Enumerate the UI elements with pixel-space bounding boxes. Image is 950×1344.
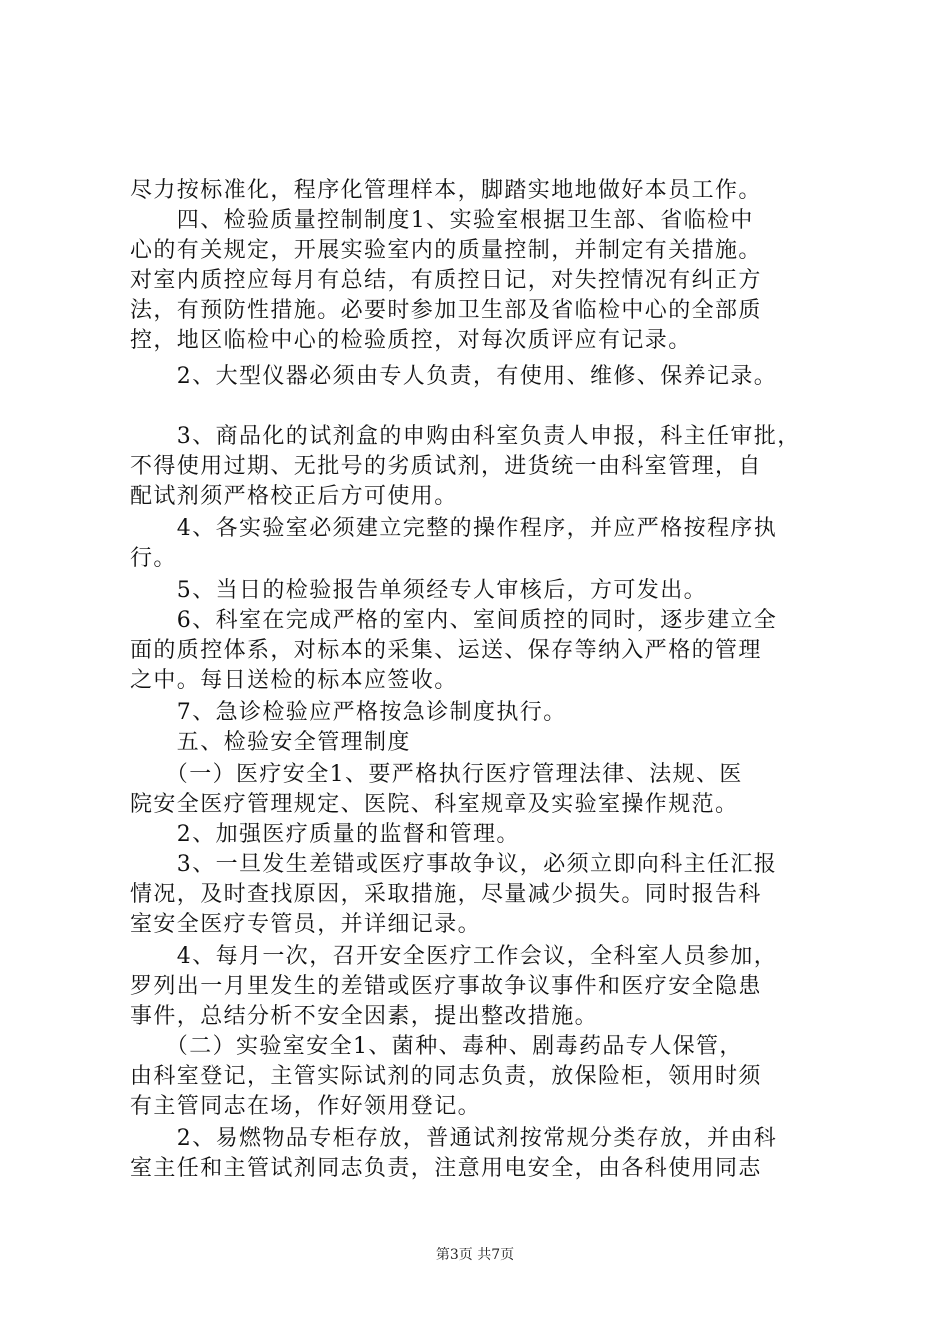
text-line: 2、加强医疗质量的监督和管理。 <box>130 822 520 847</box>
text-line: （二）实验室安全1、菌种、毒种、剧毒药品专人保管， <box>130 1034 743 1059</box>
text-line: 5、当日的检验报告单须经专人审核后，方可发出。 <box>130 578 707 603</box>
text-line: 2、易燃物品专柜存放，普通试剂按常规分类存放，并由科 <box>130 1126 778 1151</box>
text-line: 3、商品化的试剂盒的申购由科室负责人申报，科主任审批， <box>130 424 801 449</box>
text-line: 4、每月一次，召开安全医疗工作会议，全科室人员参加， <box>130 944 778 969</box>
text-line: 法，有预防性措施。必要时参加卫生部及省临检中心的全部质 <box>130 298 762 323</box>
text-line: 四、检验质量控制制度1、实验室根据卫生部、省临检中 <box>130 208 754 233</box>
text-line: 4、各实验室必须建立完整的操作程序，并应严格按程序执 <box>130 516 778 541</box>
text-line: 由科室登记，主管实际试剂的同志负责，放保险柜，领用时须 <box>130 1064 762 1089</box>
text-line: 7、急诊检验应严格按急诊制度执行。 <box>130 700 567 725</box>
text-line: 五、检验安全管理制度 <box>130 730 411 755</box>
text-line: （一）医疗安全1、要严格执行医疗管理法律、法规、医 <box>130 762 743 787</box>
text-line: 6、科室在完成严格的室内、室间质控的同时，逐步建立全 <box>130 608 778 633</box>
text-line: 事件，总结分析不安全因素，提出整改措施。 <box>130 1004 599 1029</box>
text-line: 3、一旦发生差错或医疗事故争议，必须立即向科主任汇报 <box>130 852 778 877</box>
text-line: 2、大型仪器必须由专人负责，有使用、维修、保养记录。 <box>130 364 778 389</box>
text-line: 室主任和主管试剂同志负责，注意用电安全，由各科使用同志 <box>130 1156 762 1181</box>
text-line: 行。 <box>130 546 177 571</box>
text-line: 有主管同志在场，作好领用登记。 <box>130 1094 482 1119</box>
text-line: 面的质控体系，对标本的采集、运送、保存等纳入严格的管理 <box>130 638 762 663</box>
text-line: 控，地区临检中心的检验质控，对每次质评应有记录。 <box>130 328 692 353</box>
text-line: 配试剂须严格校正后方可使用。 <box>130 484 458 509</box>
text-line: 心的有关规定，开展实验室内的质量控制，并制定有关措施。 <box>130 238 762 263</box>
text-line: 之中。每日送检的标本应签收。 <box>130 668 458 693</box>
page-number-footer: 第3页 共7页 <box>435 1247 515 1263</box>
text-line: 不得使用过期、无批号的劣质试剂，进货统一由科室管理，自 <box>130 454 762 479</box>
text-line: 情况，及时查找原因，采取措施，尽量减少损失。同时报告科 <box>130 882 762 907</box>
text-line: 尽力按标准化，程序化管理样本，脚踏实地地做好本员工作。 <box>130 178 762 203</box>
text-line: 院安全医疗管理规定、医院、科室规章及实验室操作规范。 <box>130 792 739 817</box>
text-line: 罗列出一月里发生的差错或医疗事故争议事件和医疗安全隐患 <box>130 974 762 999</box>
text-line: 对室内质控应每月有总结，有质控日记，对失控情况有纠正方 <box>130 268 762 293</box>
text-line: 室安全医疗专管员，并详细记录。 <box>130 912 482 937</box>
